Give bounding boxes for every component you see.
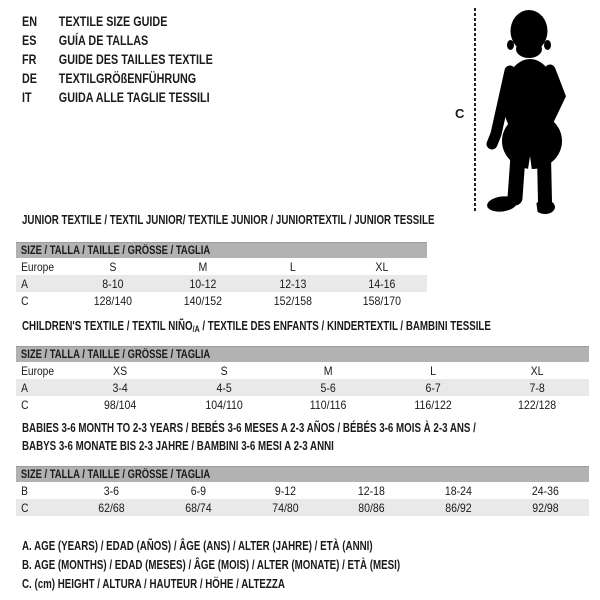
table-row-height xyxy=(16,396,589,413)
language-label: GUIDA ALLE TAGLIE TESSILI xyxy=(58,90,210,105)
children-table xyxy=(16,346,589,413)
language-label: TEXTILE SIZE GUIDE xyxy=(58,14,168,29)
language-label: TEXTILGRÖßENFÜHRUNG xyxy=(58,71,197,86)
size-header-text: SIZE / TALLA / TAILLE / GRÖSSE / TAGLIA xyxy=(20,244,211,257)
height-cell: 104/110 xyxy=(205,397,243,412)
language-code: ES xyxy=(22,33,37,48)
legend-line-age-months: B. AGE (MONTHS) / EDAD (MESES) / ÂGE (MOIS) / ALTER (MONATE) / ETÀ (MESI) xyxy=(22,558,401,572)
height-measure-label: C xyxy=(455,106,465,121)
age-cell: 6-7 xyxy=(425,380,441,395)
row-label: C xyxy=(21,397,29,412)
babies-title-line1: BABIES 3-6 MONTH TO 2-3 YEARS / BEBÉS 3-6 MESES A 2-3 AÑOS / BÉBÉS 3-6 MOIS À 2-3 ANS / xyxy=(22,421,476,435)
language-code: EN xyxy=(22,14,38,29)
table-row-months xyxy=(16,482,589,499)
age-cell: 10-12 xyxy=(189,276,217,291)
height-cell: 122/128 xyxy=(517,397,557,412)
months-cell: 18-24 xyxy=(445,483,473,498)
baby-silhouette-icon xyxy=(478,8,578,215)
age-cell: 7-8 xyxy=(529,380,545,395)
table-row-age xyxy=(16,379,589,396)
table-row-age xyxy=(16,275,427,292)
months-cell: 9-12 xyxy=(274,483,296,498)
table-row-height xyxy=(16,499,589,516)
height-cell: 128/140 xyxy=(93,293,132,308)
height-cell: 140/152 xyxy=(183,293,222,308)
size-cell: XL xyxy=(530,363,544,378)
language-label: GUÍA DE TALLAS xyxy=(58,33,149,48)
months-cell: 12-18 xyxy=(358,483,386,498)
language-row-en xyxy=(22,12,213,31)
age-cell: 3-4 xyxy=(112,380,128,395)
size-header-bar xyxy=(16,346,589,362)
row-label: Europe xyxy=(21,363,54,378)
height-cell: 86/92 xyxy=(445,500,472,515)
size-header-text: SIZE / TALLA / TAILLE / GRÖSSE / TAGLIA xyxy=(20,348,211,361)
height-cell: 74/80 xyxy=(271,500,299,515)
size-header-text: SIZE / TALLA / TAILLE / GRÖSSE / TAGLIA xyxy=(20,468,211,481)
age-cell: 4-5 xyxy=(216,380,232,395)
row-label: Europe xyxy=(21,259,54,274)
language-row-fr xyxy=(22,50,213,69)
language-code: DE xyxy=(22,71,38,86)
age-cell: 5-6 xyxy=(320,380,337,395)
height-cell: 62/68 xyxy=(98,500,125,515)
table-row-height xyxy=(16,292,427,309)
table-row-europe xyxy=(16,362,589,379)
height-cell: 68/74 xyxy=(185,500,212,515)
babies-table xyxy=(16,466,589,516)
height-cell: 92/98 xyxy=(532,500,559,515)
row-label: A xyxy=(21,276,28,291)
language-list xyxy=(22,12,213,107)
row-label: B xyxy=(21,483,28,498)
legend-line-height: C. (cm) HEIGHT / ALTURA / HAUTEUR / HÖHE / ALTEZZA xyxy=(22,577,285,591)
legend xyxy=(22,537,400,594)
children-title-rest: / TEXTILE DES ENFANTS / KINDERTEXTIL / BAMBINI TESSILE xyxy=(199,319,491,333)
size-cell: S xyxy=(220,363,228,378)
table-row-europe xyxy=(16,258,427,275)
children-table-title xyxy=(22,317,491,338)
age-cell: 14-16 xyxy=(368,276,396,291)
size-cell: L xyxy=(429,363,436,378)
language-code: FR xyxy=(22,52,37,67)
children-title-main: CHILDREN'S TEXTILE / TEXTIL NIÑO xyxy=(22,319,193,333)
junior-table-title: JUNIOR TEXTILE / TEXTIL JUNIOR/ TEXTILE JUNIOR / JUNIORTEXTIL / JUNIOR TESSILE xyxy=(22,213,435,227)
age-cell: 12-13 xyxy=(278,276,306,291)
height-cell: 116/122 xyxy=(414,397,452,412)
row-label: A xyxy=(21,380,28,395)
size-cell: L xyxy=(289,259,296,274)
row-label: C xyxy=(21,293,29,308)
language-row-de xyxy=(22,69,213,88)
months-cell: 24-36 xyxy=(532,483,560,498)
junior-table xyxy=(16,242,427,309)
size-cell: XL xyxy=(375,259,389,274)
size-cell: S xyxy=(109,259,117,274)
height-cell: 98/104 xyxy=(103,397,137,412)
children-title-subscript: /A xyxy=(192,324,200,334)
height-cell: 110/116 xyxy=(310,397,347,412)
height-measure-dashed-line xyxy=(474,8,476,212)
language-row-es xyxy=(22,31,213,50)
babies-title-line2: BABYS 3-6 MONATE BIS 2-3 JAHRE / BAMBINI 3-6 MESI A 2-3 ANNI xyxy=(22,439,334,453)
size-cell: XS xyxy=(113,363,128,378)
legend-line-age-years: A. AGE (YEARS) / EDAD (AÑOS) / ÂGE (ANS) / ALTER (JAHRE) / ETÀ (ANNI) xyxy=(22,539,373,553)
size-cell: M xyxy=(324,363,333,378)
months-cell: 3-6 xyxy=(103,483,120,498)
height-cell: 152/158 xyxy=(273,293,312,308)
months-cell: 6-9 xyxy=(190,483,206,498)
babies-table-title xyxy=(22,419,476,455)
language-label: GUIDE DES TAILLES TEXTILE xyxy=(58,52,213,67)
age-cell: 8-10 xyxy=(102,276,124,291)
size-cell: M xyxy=(198,259,208,274)
row-label: C xyxy=(21,500,29,515)
height-cell: 80/86 xyxy=(358,500,386,515)
size-header-bar xyxy=(16,242,427,258)
height-cell: 158/170 xyxy=(363,293,402,308)
language-code: IT xyxy=(22,90,32,105)
size-header-bar xyxy=(16,466,589,482)
language-row-it xyxy=(22,88,213,107)
